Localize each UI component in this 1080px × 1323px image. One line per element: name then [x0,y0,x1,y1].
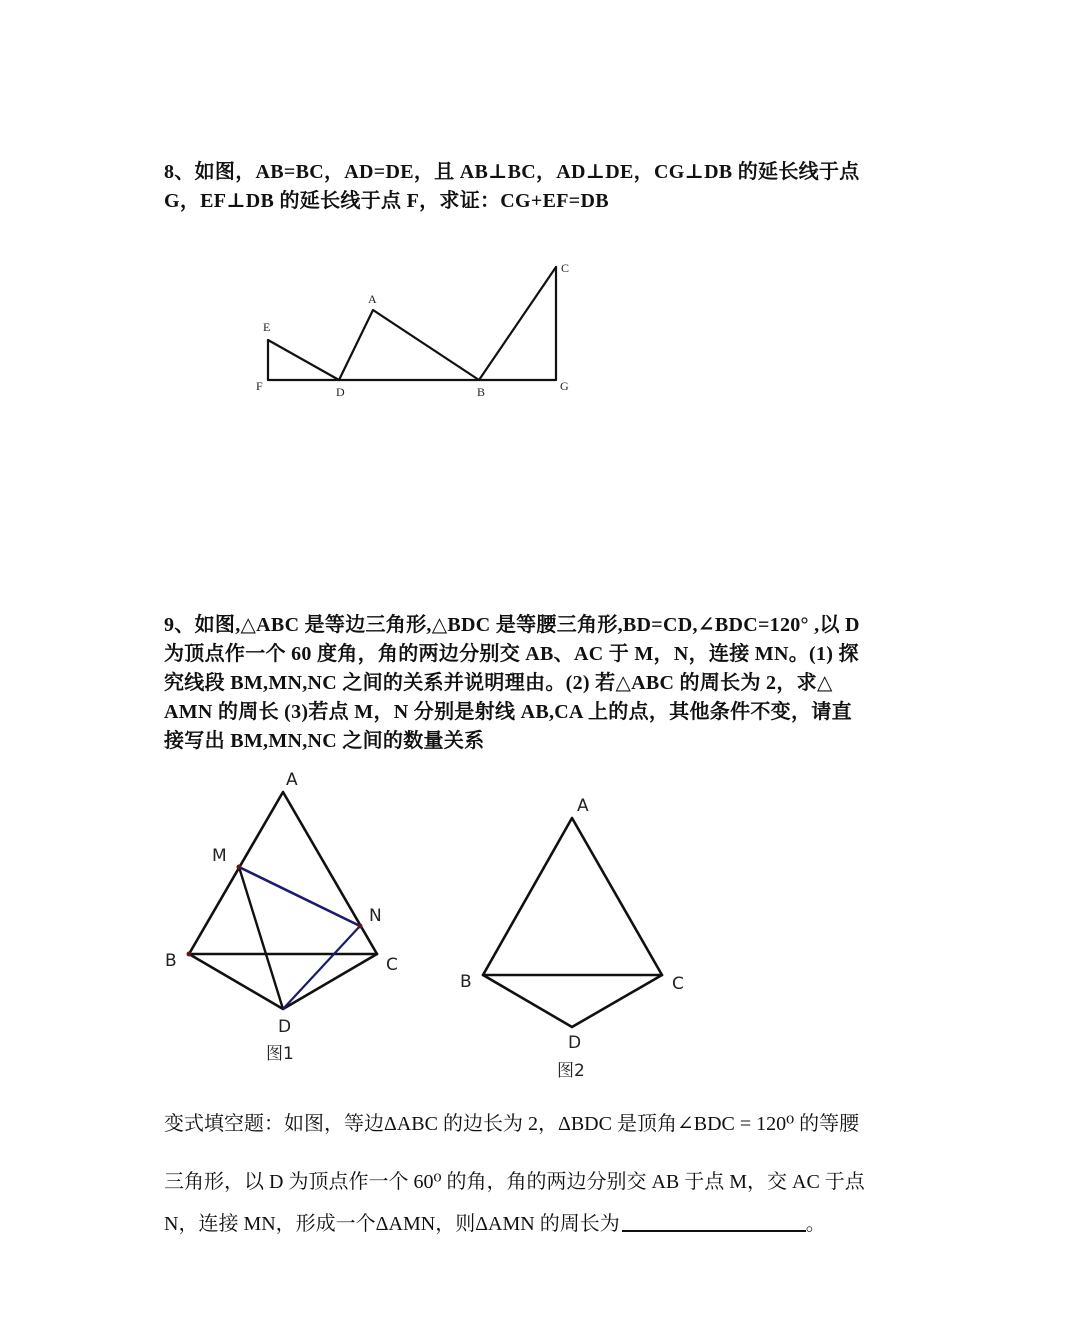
question-9-line: 究线段 BM,MN,NC 之间的关系并说明理由。(2) 若△ABC 的周长为 2，求△ [164,672,833,694]
point-label-D: D [336,385,345,399]
question-8-line: 8、如图，AB=BC，AD=DE，且 AB⊥BC，AD⊥DE，CG⊥DB 的延长线于点 [164,161,860,183]
segment-B-D-C [189,954,377,1009]
figure-1 [187,792,378,1009]
figure-2-caption: 图2 [557,1061,585,1081]
point-label-F: F [256,379,263,393]
variant-line: 三角形，以 D 为顶点作一个 60⁰ 的角，角的两边分别交 AB 于点 M，交 AC 于点 [164,1171,865,1193]
triangle-ABC [483,818,662,975]
point-label-A: A [577,796,589,816]
point-label-D: D [568,1033,582,1053]
point-label-G: G [560,379,569,393]
question-9-line: 为顶点作一个 60 度角，角的两边分别交 AB、AC 于 M，N，连接 MN。(1) 探 [164,643,859,665]
question-9-line: 接写出 BM,MN,NC 之间的数量关系 [164,730,485,752]
point-label-B: B [477,385,486,399]
figure-2-labels [460,796,684,1053]
segment-B-D-C [483,975,662,1027]
segment-E-D-A-B-C [268,267,556,380]
segment-M-N [239,867,360,926]
point-label-E: E [263,320,271,334]
variant-line [164,1207,826,1236]
segment-N-D [283,926,360,1009]
figure-1-caption: 图1 [266,1044,294,1064]
triangle-ABC [189,792,377,954]
variant-line-text: N，连接 MN，形成一个ΔAMN，则ΔAMN 的周长为 [164,1213,620,1235]
point-label-B: B [460,972,472,992]
question-9-line: 9、如图,△ABC 是等边三角形,△BDC 是等腰三角形,BD=CD,∠BDC=120° ,以 D [164,614,860,636]
question-8-line: G，EF⊥DB 的延长线于点 F，求证：CG+EF=DB [164,190,609,212]
point-B [187,952,192,957]
point-label-C: C [672,974,684,994]
figure-question-8 [268,267,556,380]
point-label-A: A [286,770,298,790]
segment-E-F-G [268,267,556,380]
point-label-D: D [278,1017,292,1037]
point-M [237,865,242,870]
figure-1-labels [165,770,398,1037]
point-label-N: N [369,906,382,926]
figure-8-labels [256,261,569,399]
figure-2 [483,818,662,1027]
answer-blank[interactable] [622,1212,806,1232]
point-label-M: M [212,846,227,866]
question-9-text [164,611,924,756]
point-label-C: C [561,261,570,275]
point-label-C: C [386,955,398,975]
point-label-B: B [165,951,177,971]
point-N [358,924,363,929]
variant-line: 变式填空题：如图，等边ΔABC 的边长为 2，ΔBDC 是顶角∠BDC = 120⁰ 的等腰 [164,1113,860,1135]
point-label-A: A [368,292,377,306]
period: 。 [805,1213,826,1235]
question-9-line: AMN 的周长 (3)若点 M，N 分别是射线 AB,CA 上的点，其他条件不变，请直 [164,701,852,723]
